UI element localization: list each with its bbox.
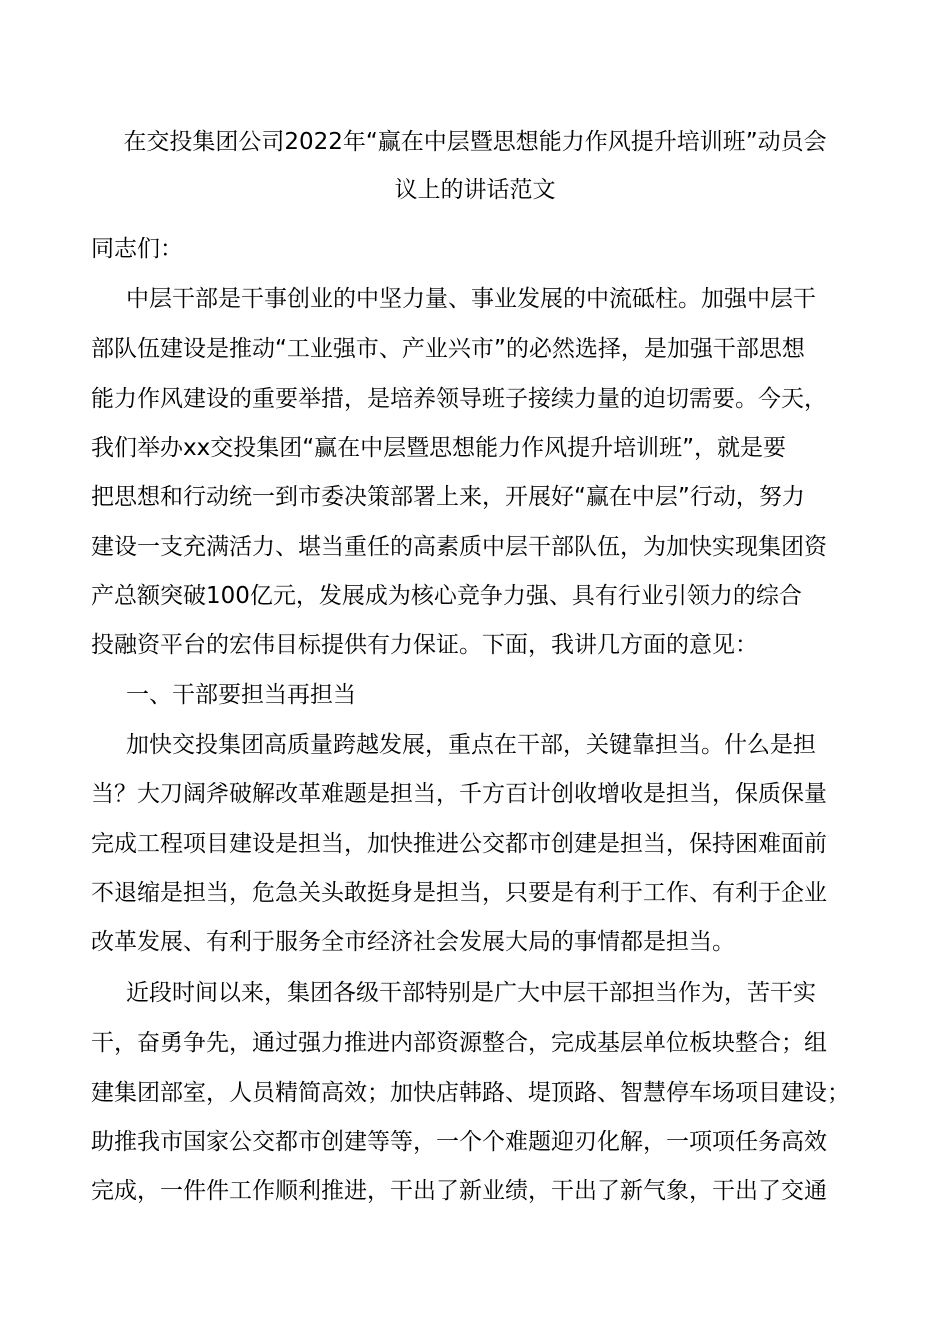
salutation: 同志们：: [91, 236, 183, 262]
body-line: 当？大刀阔斧破解改革难题是担当，千方百计创收增收是担当，保质保量: [91, 781, 827, 807]
body-line: 干，奋勇争先，通过强力推进内部资源整合，完成基层单位板块整合；组: [91, 1030, 827, 1056]
body-line: 部队伍建设是推动“工业强市、产业兴市”的必然选择，是加强干部思想: [91, 336, 805, 362]
body-line: 我们举办xx交投集团“赢在中层暨思想能力作风提升培训班”，就是要: [91, 435, 787, 461]
body-line: 加快交投集团高质量跨越发展，重点在干部，关键靠担当。什么是担: [126, 732, 816, 758]
body-line: 助推我市国家公交都市创建等等，一个个难题迎刃化解，一项项任务高效: [91, 1129, 827, 1155]
section-heading: 一、干部要担当再担当: [126, 682, 356, 708]
body-line: 建设一支充满活力、堪当重任的高素质中层干部队伍，为加快实现集团资: [91, 534, 827, 560]
body-line: 产总额突破100亿元，发展成为核心竞争力强、具有行业引领力的综合: [91, 583, 802, 609]
body-line: 完成工程项目建设是担当，加快推进公交都市创建是担当，保持困难面前: [91, 831, 827, 857]
body-line: 中层干部是干事创业的中坚力量、事业发展的中流砥柱。加强中层干: [126, 286, 816, 312]
body-line: 近段时间以来，集团各级干部特别是广大中层干部担当作为，苦干实: [126, 980, 816, 1006]
body-line: 投融资平台的宏伟目标提供有力保证。下面，我讲几方面的意见：: [91, 632, 758, 658]
document-title-line-1: 在交投集团公司2022年“赢在中层暨思想能力作风提升培训班”动员会: [123, 129, 827, 155]
body-line: 完成，一件件工作顺利推进，干出了新业绩，干出了新气象，干出了交通: [91, 1178, 827, 1204]
body-line: 建集团部室，人员精简高效；加快店韩路、堤顶路、智慧停车场项目建设；: [91, 1080, 850, 1106]
body-line: 把思想和行动统一到市委决策部署上来，开展好“赢在中层”行动，努力: [91, 484, 805, 510]
body-line: 能力作风建设的重要举措，是培养领导班子接续力量的迫切需要。今天，: [91, 386, 827, 412]
document-title-line-2: 议上的讲话范文: [394, 177, 556, 203]
body-line: 改革发展、有利于服务全市经济社会发展大局的事情都是担当。: [91, 929, 735, 955]
body-line: 不退缩是担当，危急关头敢挺身是担当，只要是有利于工作、有利于企业: [91, 880, 827, 906]
